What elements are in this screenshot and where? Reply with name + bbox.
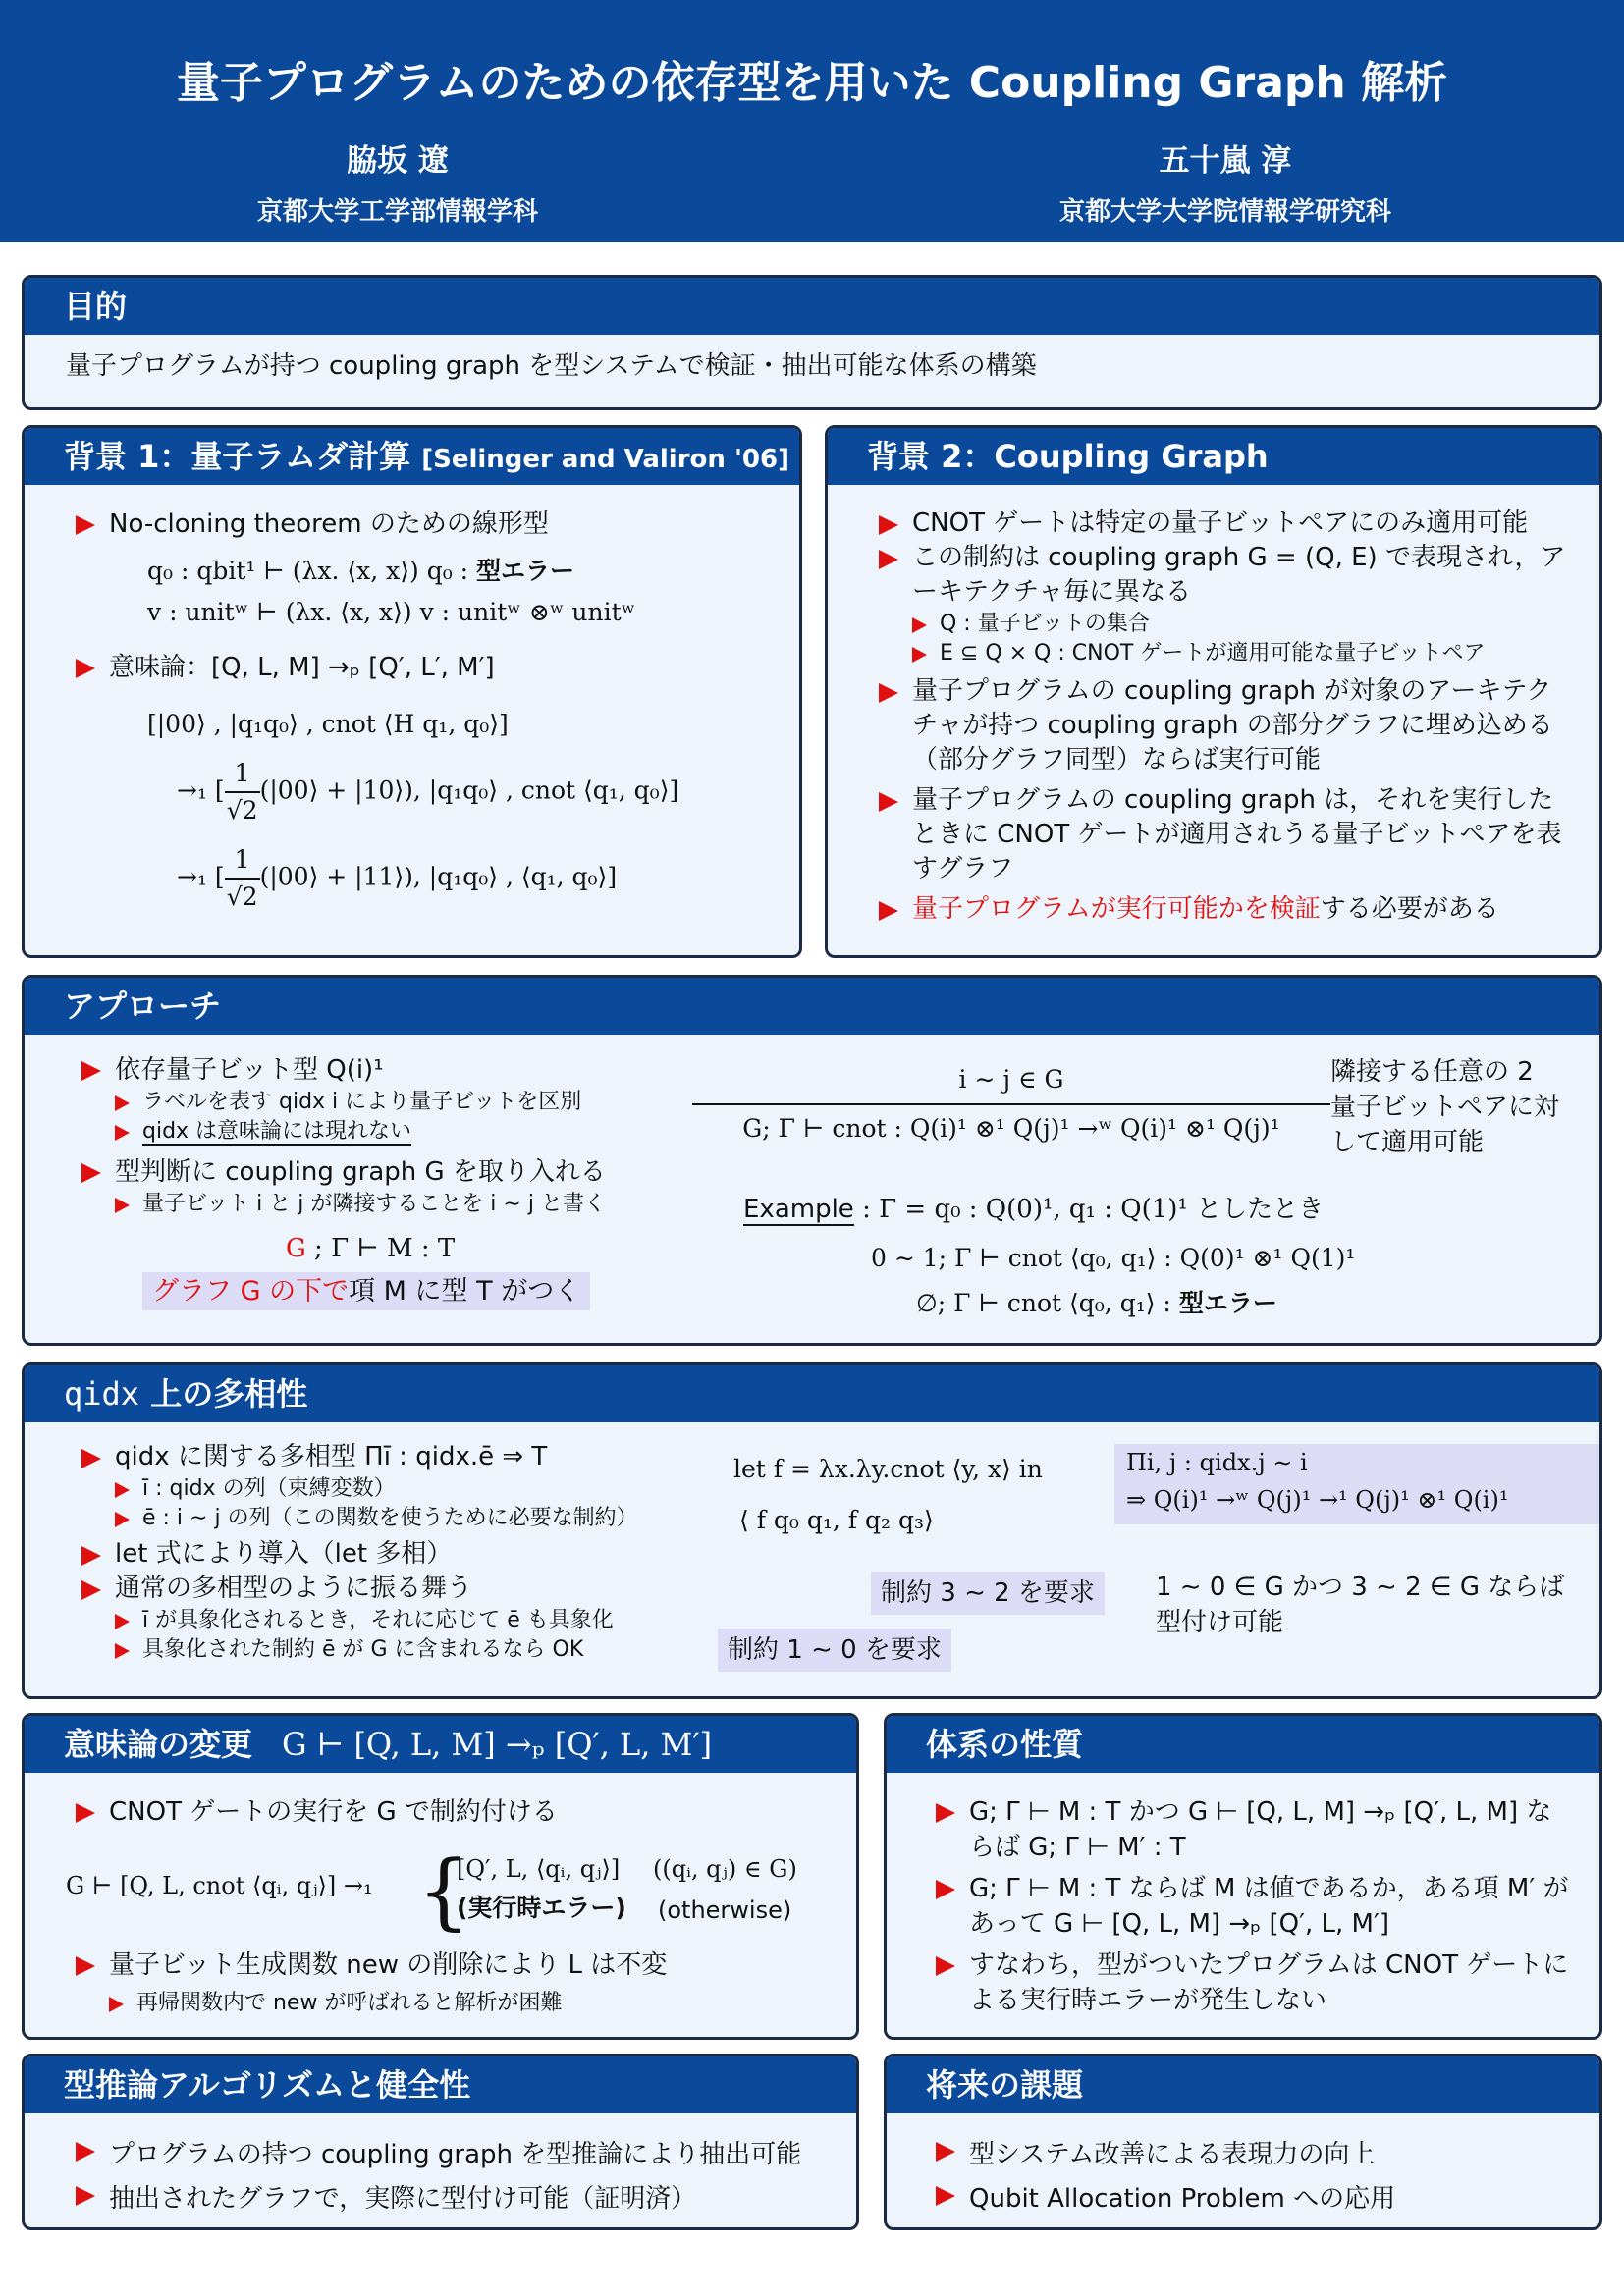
poster-header [0, 0, 1624, 242]
poly-sub-1: ī : qidx の列（束縛変数） [80, 1474, 708, 1504]
future-heading: 将来の課題 [887, 2056, 1599, 2113]
sem-case-1: [Q′, L, ⟨qᵢ, qⱼ⟩] [457, 1855, 621, 1883]
bg2-sub-2: E ⊆ Q × Q : CNOT ゲートが適用可能な量子ビットペア [877, 639, 1572, 668]
frac-den: √2 [226, 882, 258, 911]
approach-judgement [80, 1231, 688, 1266]
sem-lhs: G ⊢ [Q, L, cnot ⟨qᵢ, qⱼ⟩] →₁ [66, 1872, 373, 1899]
bg2-bullet-1: CNOT ゲートは特定の量子ビットペアにのみ適用可能 [877, 507, 1572, 541]
author-1: 脇坂 遼 [347, 143, 449, 179]
affiliation-2: 京都大学大学院情報学研究科 [1058, 197, 1391, 227]
rule-note: 隣接する任意の 2 量子ビットペアに対して適用可能 [1330, 1057, 1559, 1157]
inference-bullet-2: 抽出されたグラフで，実際に型付け可能（証明済） [74, 2177, 827, 2221]
sem-bullet-1: CNOT ゲートの実行を G で制約付ける [74, 1794, 558, 1830]
sem-sub-1: 再帰関数内で new が呼ばれると解析が困難 [74, 1989, 562, 2018]
example-type-error: 型エラー [1178, 1289, 1277, 1317]
bg1-bullet-1: No-cloning theorem のための線形型 [74, 507, 770, 542]
poly-sub-2: ē : i ∼ j の列（この関数を使うために必要な制約） [80, 1504, 708, 1533]
bg1-frac-1 [225, 756, 260, 828]
purpose-heading: 目的 [25, 278, 1599, 335]
bg1-math-2: v : unitʷ ⊢ (λx. ⟨x, x⟩) v : unitʷ ⊗ʷ unitʷ [147, 598, 636, 626]
bg2-bullet-5 [877, 892, 1572, 927]
bg2-bullet-4: 量子プログラムの coupling graph は，それを実行したときに CNOT ゲートが適用されうる量子ビットペアを表すグラフ [877, 783, 1572, 886]
frac-num: 1 [225, 842, 260, 880]
poly-conclusion: 1 ∼ 0 ∈ G かつ 3 ∼ 2 ∈ G ならば型付け可能 [1156, 1573, 1565, 1637]
poly-bullet-2: let 式により導入（let 多相） [80, 1537, 708, 1572]
bg1-semantics-2 [74, 756, 770, 828]
approach-highlight [80, 1274, 688, 1309]
bg1-math-1 [74, 554, 770, 589]
future-bullet-1: 型システム改善による表現力の向上 [934, 2133, 1570, 2177]
sem-brace: { [417, 1842, 470, 1939]
poly-bullet-3: 通常の多相型のように振る舞う [80, 1572, 708, 1606]
sem-case-2: (実行時エラー) [457, 1894, 626, 1922]
bg2-bullet-3: 量子プログラムの coupling graph が対象のアーキテクチャが持つ coupling graph の部分グラフに埋め込める（部分グラフ同型）ならば実行可能 [877, 674, 1572, 777]
bg1-s3-pre: →₁ [ [177, 862, 225, 891]
semantics-title-math: G ⊢ [Q, L, M] →ₚ [Q′, L, M′] [282, 1726, 713, 1763]
properties-box [884, 1713, 1602, 2040]
future-box [884, 2054, 1602, 2230]
bg2-need-text: する必要がある [1320, 894, 1499, 924]
rule-conclusion: G; Γ ⊢ cnot : Q(i)¹ ⊗¹ Q(j)¹ →ʷ Q(i)¹ ⊗¹ Q(j)¹ [742, 1114, 1280, 1143]
prop-bullet-2: G; Γ ⊢ M : T ならば M は値であるか，ある項 M′ があって G ⊢ [Q, L, M] →ₚ [Q′, L, M′] [934, 1871, 1572, 1942]
approach-heading: アプローチ [25, 978, 1599, 1035]
poly-heading-rest: 上の多相性 [139, 1375, 308, 1413]
prop-bullet-3: すなわち，型がついたプログラムは CNOT ゲートによる実行時エラーが発生しない [934, 1948, 1572, 2018]
bg2-verify-text: 量子プログラムが実行可能かを検証 [912, 894, 1321, 924]
bg2-bullet-2: この制約は coupling graph G = (Q, E) で表現され，アーキテクチャ毎に異なる [877, 541, 1572, 610]
poly-sub-3: ī が具象化されるとき，それに応じて ē も具象化 [80, 1606, 708, 1635]
sem-case-1-cond: ((qᵢ, qⱼ) ∈ G) [653, 1855, 797, 1883]
poly-code-2: ⟨ f q₀ q₁, f q₂ q₃⟩ [739, 1506, 934, 1534]
background1-heading [25, 428, 799, 485]
prop-bullet-1: G; Γ ⊢ M : T かつ G ⊢ [Q, L, M] →ₚ [Q′, L, M] ならば G; Γ ⊢ M′ : T [934, 1794, 1572, 1865]
affiliation-1: 京都大学工学部情報学科 [256, 197, 538, 227]
background1-title: 背景 1：量子ラムダ計算 [64, 438, 411, 475]
properties-heading: 体系の性質 [887, 1716, 1599, 1773]
bg1-s2-post: (|00⟩ + |10⟩), |q₁q₀⟩ , cnot ⟨q₁, q₀⟩] [259, 775, 679, 805]
inference-heading: 型推論アルゴリズムと健全性 [25, 2056, 856, 2113]
bg1-bullet-2: 意味論：[Q, L, M] →ₚ [Q′, L′, M′] [74, 650, 770, 685]
bg1-math-1-text: q₀ : qbit¹ ⊢ (λx. ⟨x, x⟩) q₀ : [147, 557, 477, 585]
poly-type-2: ⇒ Q(i)¹ →ʷ Q(j)¹ →¹ Q(j)¹ ⊗¹ Q(i)¹ [1126, 1486, 1509, 1514]
author-2: 五十嵐 淳 [1159, 143, 1292, 179]
background1-cite: [Selinger and Valiron '06] [421, 445, 789, 474]
example-line [743, 1192, 1324, 1227]
approach-bullet-2: 型判断に coupling graph G を取り入れる [80, 1154, 688, 1190]
example-label: Example [743, 1195, 854, 1224]
poly-type-1: Πi, j : qidx.j ∼ i [1126, 1449, 1308, 1476]
example-2-text: ∅; Γ ⊢ cnot ⟨q₀, q₁⟩ : [916, 1289, 1179, 1317]
poly-sub-4: 具象化された制約 ē が G に含まれるなら OK [80, 1635, 708, 1665]
judgement-rest: ; Γ ⊢ M : T [305, 1234, 456, 1263]
semantics-box [22, 1713, 859, 2040]
bg1-frac-2 [225, 842, 260, 915]
bg1-semantics-3 [74, 842, 770, 915]
approach-box [22, 975, 1602, 1346]
future-bullet-2: Qubit Allocation Problem への応用 [934, 2177, 1570, 2221]
poly-require-2: 制約 1 ∼ 0 を要求 [718, 1629, 951, 1672]
approach-bullet-1: 依存量子ビット型 Q(i)¹ [80, 1052, 688, 1088]
inference-bullet-1: プログラムの持つ coupling graph を型推論により抽出可能 [74, 2133, 827, 2177]
cnot-rule [692, 1062, 1330, 1147]
example-2 [916, 1286, 1277, 1321]
sem-bullet-2: 量子ビット生成関数 new の削除により L は不変 [74, 1948, 667, 1983]
approach-sub-2 [80, 1117, 688, 1147]
background1-box [22, 425, 802, 958]
poly-require-1: 制約 3 ∼ 2 を要求 [871, 1572, 1105, 1615]
highlight-red: グラフ G の下で [152, 1276, 350, 1307]
semantics-title: 意味論の変更 [64, 1726, 253, 1763]
poly-code-1: let f = λx.λy.cnot ⟨y, x⟩ in [733, 1455, 1043, 1483]
frac-den: √2 [226, 796, 258, 825]
poster-title: 量子プログラムのための依存型を用いた Coupling Graph 解析 [176, 58, 1448, 108]
sem-case-2-cond: (otherwise) [658, 1896, 792, 1924]
judgement-graph: G [286, 1234, 306, 1263]
purpose-box [22, 275, 1602, 410]
rule-premise: i ∼ j ∈ G [692, 1062, 1330, 1105]
polymorphism-box [22, 1362, 1602, 1699]
poly-bullet-1: qidx に関する多相型 Πī : qidx.ē ⇒ T [80, 1440, 708, 1474]
background2-box [825, 425, 1602, 958]
bg1-s2-pre: →₁ [ [177, 775, 225, 805]
example-text: : Γ = q₀ : Q(0)¹, q₁ : Q(1)¹ としたとき [853, 1195, 1325, 1224]
frac-num: 1 [225, 756, 260, 793]
highlight-rest: 項 M に型 T がつく [349, 1276, 581, 1307]
poly-type-box [1114, 1444, 1602, 1524]
bg1-s3-post: (|00⟩ + |11⟩), |q₁q₀⟩ , ⟨q₁, q₀⟩] [259, 862, 618, 891]
inference-box [22, 2054, 859, 2230]
poly-heading [25, 1365, 1599, 1422]
semantics-heading [25, 1716, 856, 1773]
bg2-sub-1: Q : 量子ビットの集合 [877, 610, 1572, 639]
bg1-semantics-1: [|00⟩ , |q₁q₀⟩ , cnot ⟨H q₁, q₀⟩] [147, 710, 509, 738]
poly-heading-mono: qidx [64, 1375, 140, 1413]
bg1-type-error: 型エラー [476, 557, 575, 585]
purpose-text: 量子プログラムが持つ coupling graph を型システムで検証・抽出可能な体系の構築 [66, 351, 1037, 381]
approach-sub-1: ラベルを表す qidx i により量子ビットを区別 [80, 1088, 688, 1117]
approach-sub-2-text: qidx は意味論には現れない [142, 1119, 412, 1144]
background2-heading: 背景 2：Coupling Graph [828, 428, 1599, 485]
example-1: 0 ∼ 1; Γ ⊢ cnot ⟨q₀, q₁⟩ : Q(0)¹ ⊗¹ Q(1)¹ [871, 1244, 1356, 1272]
approach-sub-3: 量子ビット i と j が隣接することを i ∼ j と書く [80, 1190, 688, 1219]
